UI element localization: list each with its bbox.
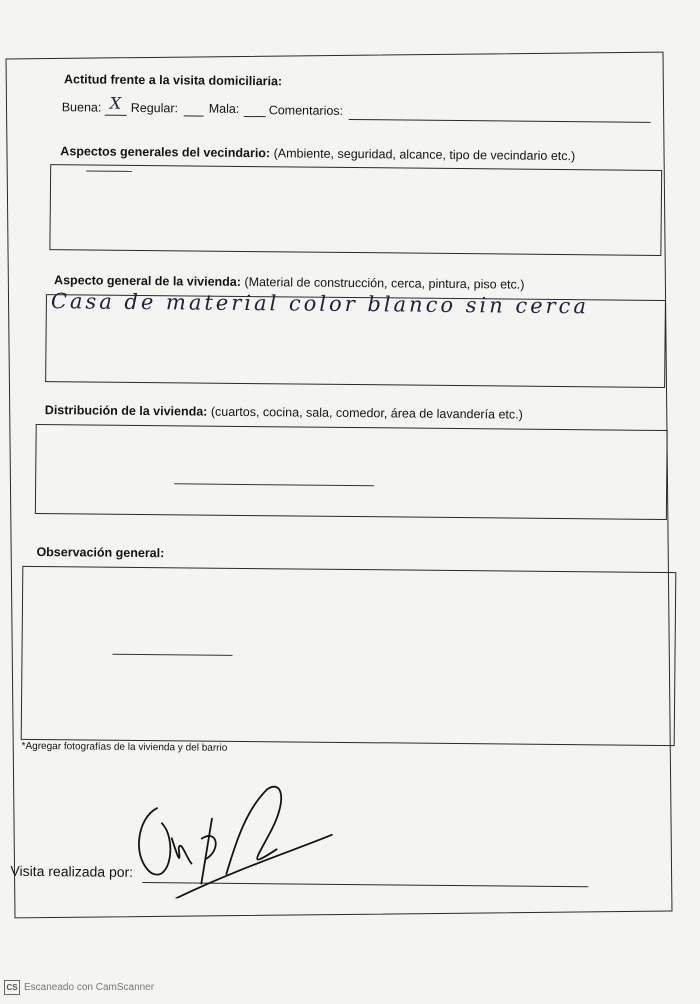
neighborhood-box [49, 164, 662, 256]
observation-box [21, 566, 677, 746]
regular-label: Regular: [130, 100, 179, 116]
scanner-footer-text: Escaneado con CamScanner [24, 982, 155, 993]
mala-label: Mala: [208, 101, 240, 116]
scanner-footer [4, 980, 154, 995]
section-observation-title: Observación general: [36, 544, 165, 561]
photos-note: *Agregar fotografías de la vivienda y del barrio [21, 740, 228, 754]
buena-mark: X [109, 93, 122, 113]
signature-label: Visita realizada por: [10, 862, 134, 880]
camscanner-logo: CS [4, 980, 20, 995]
buena-label: Buena: [61, 100, 102, 115]
signature-scribble [116, 778, 337, 900]
attitude-title: Actitud frente a la visita domiciliaria: [63, 72, 283, 89]
observation-handwritten [113, 654, 233, 656]
section-neighborhood-heading: Aspectos generales del vecindario: [60, 144, 271, 161]
comentarios-label: Comentarios: [268, 103, 344, 118]
distribution-box [35, 424, 668, 520]
distribution-handwritten [174, 483, 374, 486]
housing-handwritten: Casa de material color blanco sin cerca [50, 289, 590, 319]
section-neighborhood-title [60, 144, 575, 163]
section-distribution-heading: Distribución de la vivienda: [44, 403, 208, 419]
neighborhood-handwritten [86, 170, 132, 171]
buena-blank [105, 115, 127, 116]
section-housing-heading: Aspecto general de la vivienda: [54, 273, 242, 289]
comentarios-line [349, 119, 651, 123]
section-distribution-title [45, 403, 523, 422]
section-housing-hint: (Material de construcción, cerca, pintura, piso etc.) [244, 274, 525, 292]
regular-blank [184, 115, 204, 116]
mala-blank [244, 116, 266, 117]
section-neighborhood-hint: (Ambiente, seguridad, alcance, tipo de vecindario etc.) [273, 146, 576, 164]
housing-box [45, 289, 666, 388]
section-distribution-hint: (cuartos, cocina, sala, comedor, área de lavandería etc.) [210, 404, 523, 422]
